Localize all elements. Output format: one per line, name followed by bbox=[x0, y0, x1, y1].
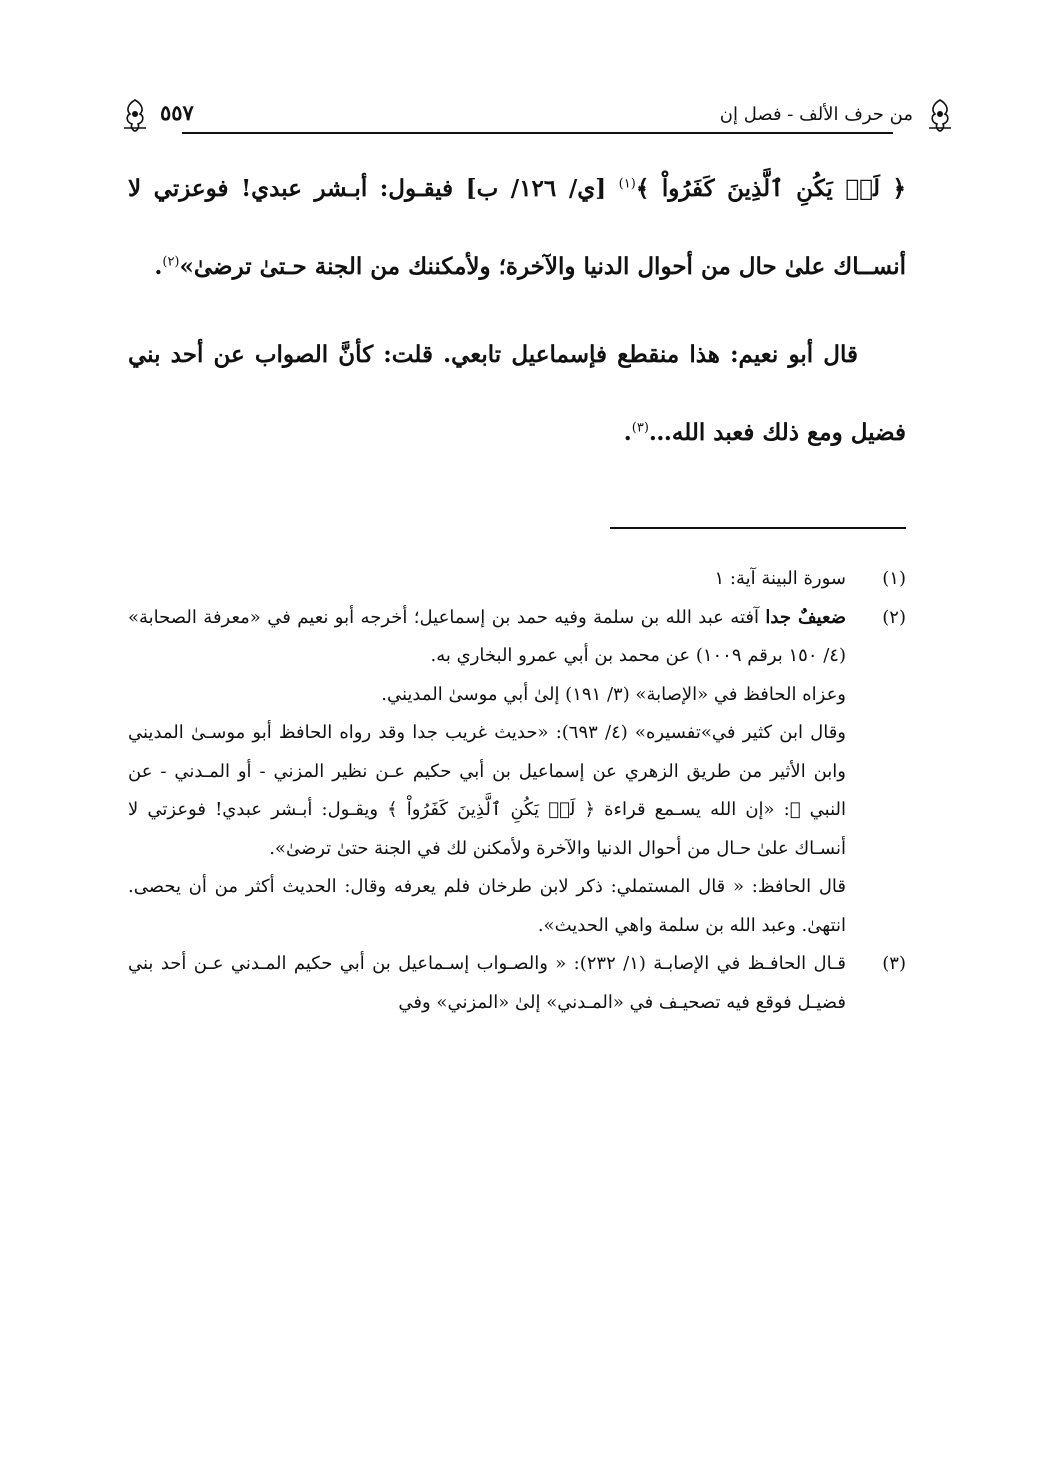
footnotes bbox=[128, 560, 906, 1022]
footnote-ref-1[interactable]: (١) bbox=[618, 176, 636, 192]
footnote-2-continuation bbox=[128, 676, 906, 946]
footnote-text bbox=[128, 599, 846, 676]
footnote-1 bbox=[128, 560, 906, 599]
footnote-3 bbox=[128, 945, 906, 1022]
paragraph-end: . bbox=[154, 253, 163, 280]
page-header bbox=[120, 96, 955, 138]
footnote-text: وعزاه الحافظ في «الإصابة» (٣/ ١٩١) إلىٰ أبي موسىٰ المديني. bbox=[381, 683, 846, 705]
paragraph-text: [ي/ ١٢٦/ ب] فيقـول: أبـشر عبدي! فوعزتي لا أنســاك علىٰ حال من أحوال الدنيا والآخرة؛ ولأمكننك من الجنة حـتىٰ ترضىٰ» bbox=[128, 175, 906, 280]
paragraph-end: . bbox=[623, 419, 632, 446]
footnote-ref-3[interactable]: (٣) bbox=[631, 420, 649, 436]
footnote-text: سورة البينة آية: ١ bbox=[714, 568, 846, 589]
header-rule bbox=[182, 132, 893, 134]
quran-verse: ﴿ لَمۡ يَكُنِ ٱلَّذِينَ كَفَرُواْ ﴾ bbox=[635, 175, 906, 202]
footnote-2 bbox=[128, 599, 906, 676]
main-paragraph-2 bbox=[128, 316, 906, 472]
hadith-grade: ضعيفٌ جدا bbox=[765, 606, 846, 628]
main-paragraph-1 bbox=[128, 150, 906, 306]
paragraph-text: قال أبو نعيم: هذا منقطع فإسماعيل تابعي. قلت: كأنَّ الصواب عن أحد بني فضيل ومع ذلك فعبد الله… bbox=[128, 341, 906, 446]
footnote-text: قال الحافظ: « قال المستملي: ذكر لابن طرخان فلم يعرفه وقال: الحديث أكثر من أن يحصى. انتهىٰ. وعبد الله بن سلمة واهي الحديث». bbox=[128, 876, 846, 936]
running-title: من حرف الألف - فصل إن bbox=[719, 104, 913, 125]
floral-ornament-icon bbox=[925, 98, 955, 132]
footnote-separator bbox=[610, 527, 906, 529]
footnote-line: آفته عبد الله بن سلمة وفيه حمد بن إسماعيل؛ أخرجه أبو نعيم في «معرفة الصحابة» (٤/ ١٥٠ برقم ١٠٠٩) عن محمد بن أبي عمرو البخاري به. bbox=[128, 606, 846, 666]
footnote-ref-2[interactable]: (٢) bbox=[162, 254, 180, 270]
footnote-text: وقال ابن كثير في»تفسيره» (٤/ ٦٩٣): «حديث غريب جدا وقد رواه الحافظ أبو موسـىٰ المديني وابن الأثير من طريق الزهري عن إسماعيل بن أبي حكيم عـن نظير المزني - أو المـدني - عن النبي ﷺ: «إن الله يسـمع قراءة ﴿ لَمۡ يَكُنِ ٱلَّذِينَ كَفَرُواْ ﴾ ويقـول: أبـشر عبدي! فوعزتي لا أنسـاك علىٰ حـال من أحوال الدنيا والآخرة ولأمكنن لك في الجنة حتىٰ ترضىٰ». bbox=[128, 722, 847, 859]
page-number: ٥٥٧ bbox=[160, 100, 194, 125]
main-text bbox=[128, 150, 906, 472]
footnote-number: (١) bbox=[882, 568, 906, 589]
footnote-number: (٢) bbox=[882, 606, 906, 628]
footnote-number: (٣) bbox=[882, 953, 906, 974]
floral-ornament-icon bbox=[120, 98, 150, 132]
footnote-text: قـال الحافـظ في الإصابـة (١/ ٢٣٢): « والصـواب إسـماعيل بن أبي حكيم المـدني عـن أحد بني فضيـل فوقع فيه تصحيـف في «المـدني» إلىٰ «المزني» وفي bbox=[128, 953, 846, 1013]
